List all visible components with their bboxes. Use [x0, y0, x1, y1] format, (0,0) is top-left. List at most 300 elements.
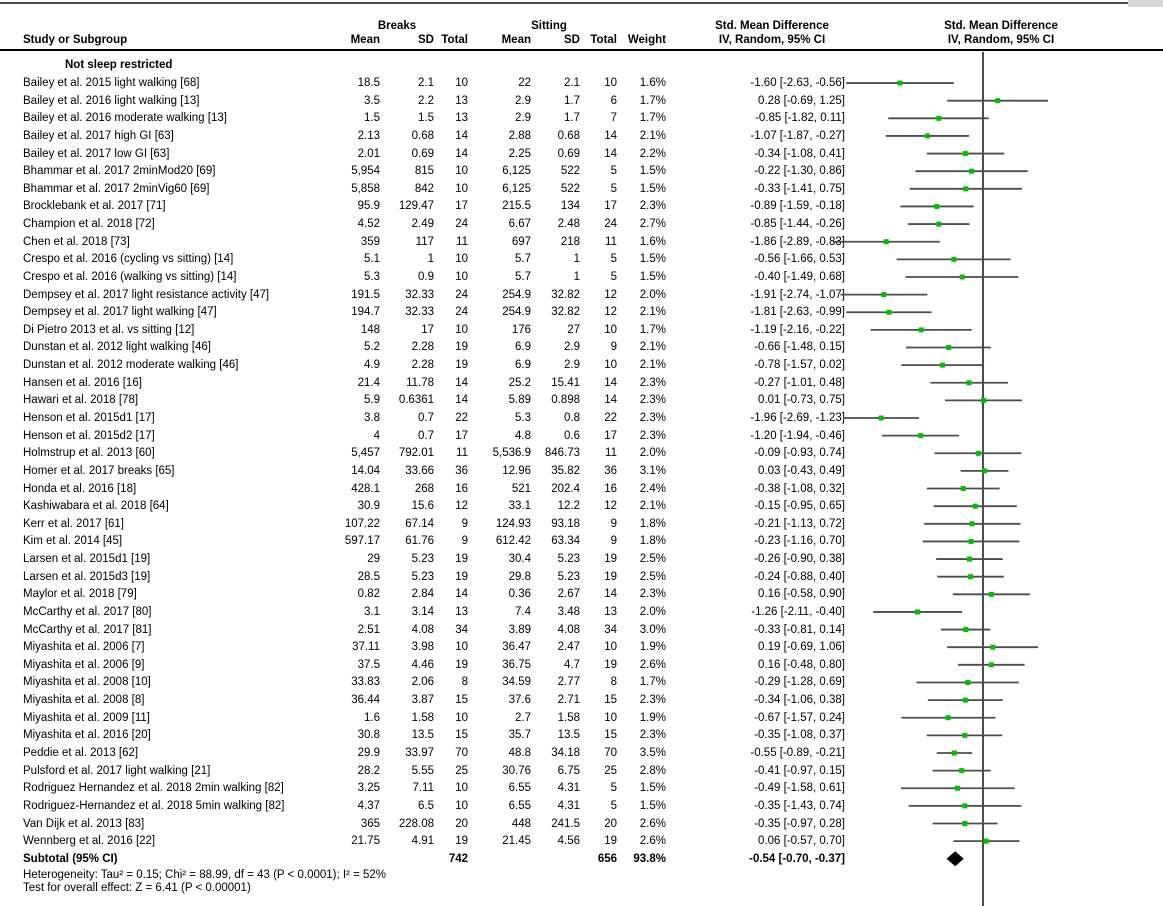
study-name-cell: Dempsey et al. 2017 light walking [47] — [23, 306, 217, 319]
study-name-cell: Larsen et al. 2015d3 [19] — [23, 570, 151, 583]
study-name-cell: Subtotal (95% CI) — [23, 852, 118, 865]
point-estimate-marker — [925, 133, 930, 138]
breaks-total-cell: 14 — [455, 147, 468, 160]
study-name-cell: Holmstrup et al. 2013 [60] — [23, 447, 155, 460]
weight-cell: 2.3% — [639, 412, 666, 424]
sitting-sd-cell: 2.71 — [557, 694, 580, 707]
table-row — [0, 251, 845, 269]
smd-text-header: Std. Mean Difference — [715, 20, 829, 32]
sitting-total-header: Total — [590, 34, 617, 46]
heterogeneity-stats: Heterogeneity: Tau² = 0.15; Chi² = 88.99, df = 43 (P < 0.0001); I² = 52% — [23, 869, 387, 881]
study-name-cell: Kashiwabara et al. 2018 [64] — [23, 500, 169, 513]
sitting-sd-cell: 93.18 — [551, 517, 580, 530]
sitting-mean-cell: 5.7 — [515, 253, 531, 266]
breaks-sd-cell: 67.14 — [405, 517, 434, 530]
breaks-total-cell: 13 — [455, 605, 468, 618]
weight-cell: 2.1% — [639, 359, 666, 372]
weight-cell: 2.4% — [639, 482, 666, 495]
breaks-total-cell: 9 — [461, 517, 468, 530]
study-name-cell: Miyashita et al. 2016 [20] — [23, 729, 151, 742]
sitting-mean-cell: 6,125 — [502, 165, 531, 178]
study-name-cell: Homer et al. 2017 breaks [65] — [23, 464, 175, 477]
breaks-total-cell: 24 — [455, 218, 468, 231]
weight-cell: 2.5% — [639, 553, 666, 566]
sitting-mean-cell: 2.9 — [515, 94, 531, 107]
table-row — [0, 762, 845, 780]
table-row — [0, 497, 845, 515]
weight-cell: 2.0% — [639, 605, 666, 618]
ci-text-cell: -0.33 [-1.41, 0.75] — [754, 182, 845, 195]
sitting-mean-cell: 124.93 — [495, 517, 531, 530]
point-estimate-marker — [963, 151, 968, 156]
breaks-sd-cell: 33.97 — [405, 746, 434, 759]
sitting-mean-cell: 2.7 — [515, 711, 531, 724]
weight-cell: 2.1% — [639, 500, 666, 513]
point-estimate-marker — [984, 839, 989, 844]
study-name-cell: Larsen et al. 2015d1 [19] — [23, 553, 151, 566]
sitting-mean-cell: 30.76 — [502, 764, 531, 777]
ci-text-cell: -1.07 [-1.87, -0.27] — [750, 129, 845, 142]
sitting-total-cell: 19 — [604, 658, 617, 671]
study-name-cell: Dunstan et al. 2012 light walking [46] — [23, 341, 211, 354]
breaks-total-cell: 34 — [455, 623, 468, 636]
study-name-cell: Van Dijk et al. 2013 [83] — [23, 817, 145, 830]
sitting-total-cell: 12 — [604, 500, 617, 513]
study-name-cell: Bhammar et al. 2017 2minVig60 [69] — [23, 182, 210, 195]
breaks-sd-cell: 3.14 — [411, 605, 434, 618]
weight-cell: 2.2% — [639, 147, 666, 160]
sitting-sd-cell: 32.82 — [551, 306, 580, 319]
sitting-mean-cell: 6,125 — [502, 182, 531, 195]
sitting-sd-cell: 522 — [560, 165, 580, 178]
point-estimate-marker — [966, 380, 971, 385]
ci-text-cell: -0.23 [-1.16, 0.70] — [754, 535, 845, 548]
breaks-mean-cell: 3.5 — [364, 94, 380, 107]
breaks-total-cell: 10 — [455, 711, 468, 724]
sitting-sd-cell: 5.23 — [557, 553, 580, 566]
table-row — [0, 709, 845, 727]
weight-cell: 1.6% — [639, 77, 666, 90]
sitting-sd-cell: 4.7 — [564, 658, 580, 671]
study-name-cell: McCarthy et al. 2017 [80] — [23, 605, 152, 618]
sitting-total-cell: 16 — [604, 482, 617, 495]
breaks-mean-cell: 21.4 — [357, 376, 380, 389]
ci-text-cell: -0.09 [-0.93, 0.74] — [754, 447, 845, 460]
weight-cell: 2.1% — [639, 306, 666, 319]
breaks-mean-cell: 28.5 — [357, 570, 380, 583]
sitting-mean-cell: 5.7 — [515, 270, 531, 283]
table-row — [0, 832, 845, 850]
sitting-total-cell: 6 — [610, 94, 617, 107]
breaks-total-cell: 10 — [455, 253, 468, 266]
sitting-mean-cell: 12.96 — [502, 464, 531, 477]
table-row — [0, 74, 845, 92]
sitting-total-cell: 20 — [604, 817, 617, 830]
point-estimate-marker — [967, 557, 972, 562]
point-estimate-marker — [946, 345, 951, 350]
point-estimate-marker — [884, 239, 889, 244]
table-row — [0, 339, 845, 357]
point-estimate-marker — [936, 222, 941, 227]
breaks-mean-cell: 18.5 — [357, 77, 380, 90]
table-row — [0, 533, 845, 551]
ci-text-cell: -0.29 [-1.28, 0.69] — [754, 676, 845, 689]
sitting-total-cell: 5 — [610, 799, 617, 812]
sitting-total-cell: 10 — [604, 77, 617, 90]
breaks-mean-cell: 3.1 — [364, 605, 380, 618]
weight-cell: 2.3% — [639, 429, 666, 442]
sitting-sd-cell: 2.1 — [564, 77, 580, 90]
table-row — [0, 145, 845, 163]
sitting-total-cell: 15 — [604, 729, 617, 742]
ci-text-cell: -0.85 [-1.82, 0.11] — [755, 112, 845, 125]
study-name-cell: McCarthy et al. 2017 [81] — [23, 623, 152, 636]
sitting-total-cell: 10 — [604, 641, 617, 654]
ci-text-cell: -1.60 [-2.63, -0.56] — [750, 77, 845, 90]
breaks-mean-cell: 5.2 — [364, 341, 380, 354]
breaks-mean-cell: 2.01 — [357, 147, 380, 160]
weight-cell: 3.5% — [639, 746, 666, 759]
breaks-sd-cell: 5.23 — [411, 553, 434, 566]
sitting-total-cell: 656 — [597, 852, 617, 865]
point-estimate-marker — [946, 715, 951, 720]
study-name-cell: Bailey et al. 2017 low GI [63] — [23, 147, 170, 160]
breaks-mean-cell: 95.9 — [357, 200, 380, 213]
breaks-sd-cell: 2.28 — [411, 341, 434, 354]
table-row — [0, 462, 845, 480]
table-row — [0, 550, 845, 568]
study-name-cell: Pulsford et al. 2017 light walking [21] — [23, 764, 211, 777]
breaks-sd-cell: 6.5 — [418, 799, 434, 812]
sitting-mean-header: Mean — [501, 34, 531, 46]
sitting-mean-cell: 6.55 — [508, 782, 531, 795]
sitting-mean-cell: 5.89 — [508, 394, 531, 407]
sitting-mean-cell: 48.8 — [508, 746, 531, 759]
point-estimate-marker — [969, 539, 974, 544]
sitting-sd-cell: 2.9 — [564, 341, 580, 354]
table-row — [0, 233, 845, 251]
ci-text-cell: -0.22 [-1.30, 0.86] — [754, 165, 845, 178]
breaks-group-header: Breaks — [377, 20, 417, 32]
sitting-total-cell: 14 — [604, 129, 617, 142]
breaks-total-cell: 10 — [455, 323, 468, 336]
breaks-sd-cell: 33.66 — [405, 464, 434, 477]
sitting-total-cell: 15 — [604, 694, 617, 707]
breaks-mean-cell: 0.82 — [357, 588, 380, 601]
sitting-total-cell: 10 — [604, 711, 617, 724]
smd-plot-header: Std. Mean Difference — [944, 20, 1058, 32]
sitting-mean-cell: 612.42 — [495, 535, 531, 548]
sitting-total-cell: 36 — [604, 464, 617, 477]
sitting-sd-cell: 34.18 — [551, 746, 580, 759]
breaks-mean-cell: 191.5 — [351, 288, 380, 301]
sitting-sd-cell: 1.7 — [564, 94, 580, 107]
breaks-total-cell: 22 — [455, 412, 468, 424]
point-estimate-marker — [951, 257, 956, 262]
study-name-cell: Crespo et al. 2016 (cycling vs sitting) [14] — [23, 253, 234, 266]
breaks-sd-cell: 2.28 — [411, 359, 434, 372]
study-name-cell: Bailey et al. 2017 high GI [63] — [23, 129, 174, 142]
breaks-mean-cell: 365 — [360, 817, 380, 830]
breaks-mean-cell: 4 — [373, 429, 380, 442]
breaks-sd-cell: 3.98 — [411, 641, 434, 654]
sitting-sd-cell: 0.69 — [557, 147, 580, 160]
table-row — [0, 779, 845, 797]
study-name-cell: Miyashita et al. 2006 [7] — [23, 641, 145, 654]
sitting-total-cell: 22 — [604, 412, 617, 424]
study-name-cell: Chen et al. 2018 [73] — [23, 235, 130, 248]
sitting-mean-cell: 5.3 — [515, 412, 531, 424]
breaks-mean-cell: 428.1 — [351, 482, 380, 495]
weight-cell: 93.8% — [633, 852, 666, 865]
study-name-cell: Brocklebank et al. 2017 [71] — [23, 200, 166, 213]
breaks-mean-cell: 28.2 — [357, 764, 380, 777]
sitting-mean-cell: 2.25 — [508, 147, 531, 160]
breaks-mean-cell: 5,954 — [351, 165, 380, 178]
sitting-total-cell: 11 — [605, 447, 617, 460]
sitting-sd-cell: 4.31 — [557, 799, 580, 812]
sitting-total-cell: 24 — [604, 218, 617, 231]
sitting-total-cell: 17 — [604, 429, 617, 442]
header-divider-rule — [0, 49, 1163, 51]
breaks-total-cell: 17 — [455, 200, 468, 213]
breaks-total-cell: 10 — [455, 182, 468, 195]
sitting-mean-cell: 3.89 — [508, 623, 531, 636]
breaks-sd-cell: 268 — [414, 482, 434, 495]
breaks-mean-cell: 5,457 — [351, 447, 380, 460]
table-row — [0, 392, 845, 410]
point-estimate-marker — [995, 98, 1000, 103]
breaks-sd-cell: 815 — [414, 165, 434, 178]
breaks-total-cell: 10 — [455, 799, 468, 812]
point-estimate-marker — [936, 116, 941, 121]
sitting-sd-cell: 202.4 — [551, 482, 580, 495]
sitting-sd-header: SD — [564, 34, 580, 46]
ci-text-cell: 0.28 [-0.69, 1.25] — [758, 94, 845, 107]
breaks-sd-cell: 5.55 — [411, 764, 434, 777]
weight-cell: 3.1% — [639, 464, 666, 477]
breaks-mean-cell: 4.9 — [364, 359, 380, 372]
ci-text-cell: -1.81 [-2.63, -0.99] — [750, 306, 845, 319]
point-estimate-marker — [962, 803, 967, 808]
table-row — [0, 797, 845, 815]
weight-cell: 2.3% — [639, 729, 666, 742]
ci-text-cell: -0.35 [-1.08, 0.37] — [754, 729, 845, 742]
sitting-mean-cell: 7.4 — [515, 605, 531, 618]
breaks-sd-cell: 228.08 — [398, 817, 434, 830]
ci-text-cell: 0.16 [-0.58, 0.90] — [758, 588, 845, 601]
sitting-sd-cell: 32.82 — [551, 288, 580, 301]
overall-effect-test: Test for overall effect: Z = 6.41 (P < 0.00001) — [23, 882, 251, 894]
point-estimate-marker — [881, 292, 886, 297]
ci-text-cell: -0.21 [-1.13, 0.72] — [754, 517, 845, 530]
study-name-cell: Rodriguez Hernandez et al. 2018 2min walking [82] — [23, 782, 284, 795]
point-estimate-marker — [934, 204, 939, 209]
point-estimate-marker — [981, 398, 986, 403]
ci-text-column-header: IV, Random, 95% CI — [718, 34, 826, 46]
sitting-mean-cell: 25.2 — [508, 376, 531, 389]
study-name-cell: Bailey et al. 2015 light walking [68] — [23, 77, 200, 90]
weight-column-header: Weight — [627, 34, 666, 46]
ci-text-cell: -0.55 [-0.89, -0.21] — [750, 746, 845, 759]
ci-text-cell: -1.91 [-2.74, -1.07] — [750, 288, 845, 301]
breaks-total-cell: 14 — [455, 129, 468, 142]
sitting-mean-cell: 29.8 — [508, 570, 531, 583]
sitting-sd-cell: 4.31 — [557, 782, 580, 795]
sitting-total-cell: 12 — [604, 288, 617, 301]
ci-text-cell: -0.33 [-0.81, 0.14] — [754, 623, 845, 636]
ci-text-cell: -0.35 [-1.43, 0.74] — [754, 799, 845, 812]
sitting-sd-cell: 4.08 — [557, 623, 580, 636]
point-estimate-marker — [897, 81, 902, 86]
study-name-cell: Bhammar et al. 2017 2minMod20 [69] — [23, 165, 216, 178]
sitting-total-cell: 5 — [610, 270, 617, 283]
breaks-sd-cell: 15.6 — [411, 500, 434, 513]
sitting-mean-cell: 448 — [511, 817, 531, 830]
ci-text-cell: -0.27 [-1.01, 0.48] — [754, 376, 845, 389]
breaks-sd-cell: 2.06 — [411, 676, 434, 689]
sitting-total-cell: 7 — [610, 112, 617, 125]
sitting-mean-cell: 6.9 — [515, 341, 531, 354]
ci-text-cell: -0.85 [-1.44, -0.26] — [750, 218, 845, 231]
weight-cell: 2.6% — [639, 658, 666, 671]
breaks-total-cell: 12 — [455, 500, 468, 513]
weight-cell: 2.6% — [639, 817, 666, 830]
weight-cell: 2.1% — [639, 129, 666, 142]
sitting-sd-cell: 218 — [560, 235, 580, 248]
sitting-sd-cell: 2.47 — [557, 641, 580, 654]
weight-cell: 1.7% — [639, 323, 666, 336]
breaks-mean-header: Mean — [350, 34, 380, 46]
sitting-mean-cell: 2.88 — [508, 129, 531, 142]
breaks-mean-cell: 1.6 — [364, 711, 380, 724]
sitting-mean-cell: 30.4 — [508, 553, 531, 566]
sitting-total-cell: 9 — [610, 341, 617, 354]
weight-cell: 1.5% — [639, 782, 666, 795]
breaks-sd-cell: 7.11 — [412, 782, 434, 795]
breaks-mean-cell: 5.3 — [364, 270, 380, 283]
weight-cell: 1.5% — [639, 182, 666, 195]
breaks-sd-cell: 32.33 — [405, 306, 434, 319]
table-row — [0, 303, 845, 321]
breaks-total-cell: 19 — [455, 359, 468, 372]
top-right-corner-artifact — [1128, 0, 1163, 7]
breaks-total-cell: 742 — [448, 852, 468, 865]
table-row — [0, 180, 845, 198]
weight-cell: 1.7% — [639, 112, 666, 125]
study-name-cell: Bailey et al. 2016 moderate walking [13] — [23, 112, 227, 125]
sitting-mean-cell: 5,536.9 — [492, 447, 531, 460]
breaks-mean-cell: 29 — [367, 553, 380, 566]
weight-cell: 2.7% — [639, 218, 666, 231]
breaks-sd-cell: 4.46 — [411, 658, 434, 671]
sitting-total-cell: 19 — [604, 570, 617, 583]
breaks-mean-cell: 5.9 — [364, 394, 380, 407]
weight-cell: 2.6% — [639, 835, 666, 848]
breaks-mean-cell: 36.44 — [351, 694, 380, 707]
weight-cell: 2.3% — [639, 200, 666, 213]
study-name-cell: Miyashita et al. 2008 [8] — [23, 694, 145, 707]
breaks-sd-cell: 0.6361 — [398, 394, 434, 407]
sitting-total-cell: 8 — [610, 676, 617, 689]
point-estimate-marker — [962, 733, 967, 738]
ci-text-cell: -0.56 [-1.66, 0.53] — [754, 253, 845, 266]
table-row — [0, 127, 845, 145]
breaks-mean-cell: 30.8 — [357, 729, 380, 742]
ci-text-cell: 0.01 [-0.73, 0.75] — [758, 394, 845, 407]
table-row — [0, 638, 845, 656]
sitting-mean-cell: 34.59 — [502, 676, 531, 689]
breaks-mean-cell: 194.7 — [351, 306, 380, 319]
sitting-mean-cell: 37.6 — [508, 694, 531, 707]
breaks-sd-cell: 0.7 — [418, 412, 434, 424]
sitting-mean-cell: 697 — [511, 235, 531, 248]
breaks-total-cell: 36 — [455, 464, 468, 477]
ci-text-cell: -0.66 [-1.48, 0.15] — [754, 341, 845, 354]
breaks-sd-cell: 0.9 — [418, 270, 434, 283]
sitting-sd-cell: 0.8 — [564, 412, 580, 424]
sitting-sd-cell: 1.58 — [557, 711, 580, 724]
study-name-cell: Henson et al. 2015d2 [17] — [23, 429, 155, 442]
breaks-mean-cell: 4.37 — [357, 799, 380, 812]
breaks-sd-cell: 2.2 — [418, 94, 434, 107]
breaks-mean-cell: 5.1 — [364, 253, 380, 266]
study-name-cell: Miyashita et al. 2008 [10] — [23, 676, 151, 689]
breaks-total-cell: 11 — [456, 235, 468, 248]
sitting-sd-cell: 5.23 — [557, 570, 580, 583]
breaks-sd-cell: 1.58 — [411, 711, 434, 724]
weight-cell: 2.8% — [639, 764, 666, 777]
breaks-total-cell: 14 — [455, 376, 468, 389]
weight-cell: 3.0% — [639, 623, 666, 636]
point-estimate-marker — [968, 574, 973, 579]
weight-cell: 1.8% — [639, 535, 666, 548]
study-name-cell: Peddie et al. 2013 [62] — [23, 746, 139, 759]
breaks-mean-cell: 14.04 — [351, 464, 380, 477]
table-row — [0, 92, 845, 110]
weight-cell: 2.3% — [639, 694, 666, 707]
sitting-total-cell: 11 — [605, 235, 617, 248]
breaks-total-cell: 19 — [455, 835, 468, 848]
ci-text-cell: -0.38 [-1.08, 0.32] — [754, 482, 845, 495]
breaks-mean-cell: 107.22 — [344, 517, 380, 530]
study-name-cell: Kim et al. 2014 [45] — [23, 535, 123, 548]
sitting-mean-cell: 6.55 — [508, 799, 531, 812]
ci-text-cell: -0.78 [-1.57, 0.02] — [754, 359, 845, 372]
ci-text-cell: -0.34 [-1.06, 0.38] — [754, 694, 845, 707]
study-name-cell: Wennberg et al. 2016 [22] — [23, 835, 156, 848]
study-name-cell: Di Pietro 2013 et al. vs sitting [12] — [23, 323, 195, 336]
point-estimate-marker — [969, 169, 974, 174]
weight-cell: 2.1% — [639, 341, 666, 354]
ci-text-cell: -0.15 [-0.95, 0.65] — [754, 500, 845, 513]
sitting-mean-cell: 0.36 — [508, 588, 531, 601]
breaks-sd-header: SD — [418, 34, 434, 46]
breaks-sd-cell: 32.33 — [405, 288, 434, 301]
ci-text-cell: -0.41 [-0.97, 0.15] — [754, 764, 845, 777]
sitting-total-cell: 5 — [610, 182, 617, 195]
subgroup-label-row — [0, 57, 845, 75]
sitting-total-cell: 14 — [604, 376, 617, 389]
breaks-sd-cell: 17 — [421, 323, 434, 336]
ci-text-cell: -0.24 [-0.88, 0.40] — [754, 570, 845, 583]
point-estimate-marker — [973, 504, 978, 509]
breaks-total-cell: 24 — [455, 288, 468, 301]
sitting-sd-cell: 1 — [573, 253, 580, 266]
breaks-sd-cell: 2.49 — [411, 218, 434, 231]
table-row — [0, 515, 845, 533]
breaks-total-cell: 19 — [455, 658, 468, 671]
